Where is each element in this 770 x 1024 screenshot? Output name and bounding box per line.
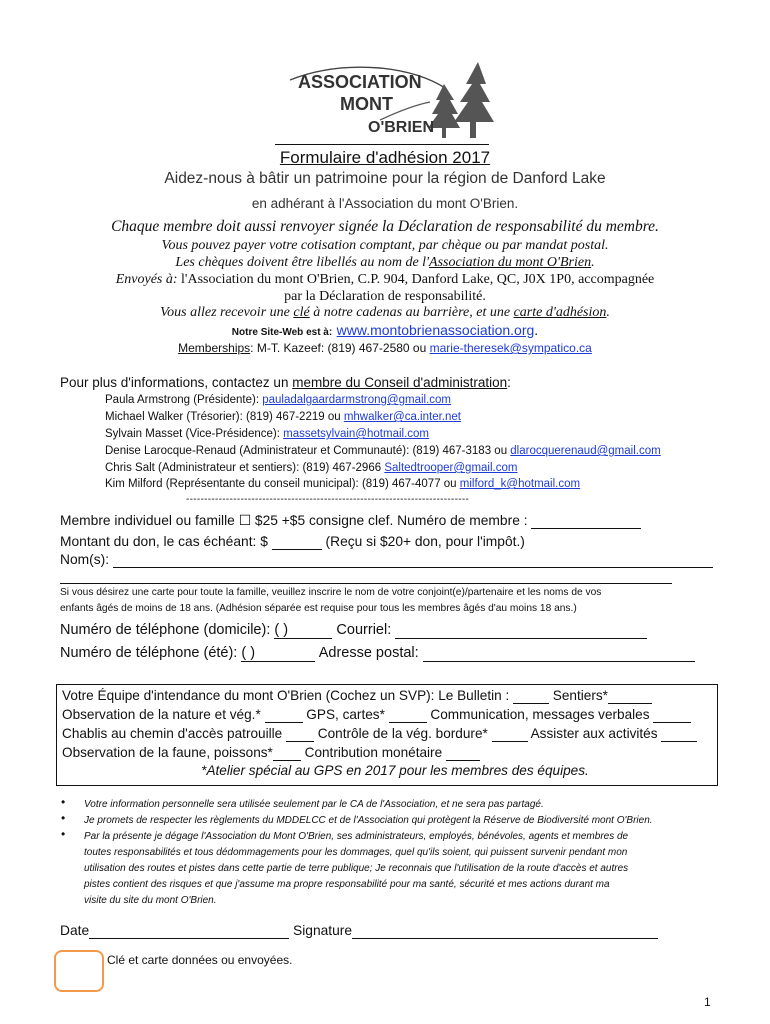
liability-waiver-line-1: Par la présente je dégage l'Association du Mont O'Brien, ses administrateurs, employés, bénévoles, agents et membres de: [84, 831, 629, 842]
page-number: 1: [704, 995, 711, 1009]
logo-line-3: O'BRIEN: [368, 119, 435, 136]
donation-row: Montant du don, le cas échéant: $ (Reçu si $20+ don, pour l'impôt.): [60, 534, 525, 549]
postal-address-field[interactable]: [423, 645, 695, 662]
memberships-email-link[interactable]: marie-theresek@sympatico.ca: [429, 341, 592, 355]
key-card-checkbox[interactable]: [54, 950, 104, 992]
liability-waiver-line-4: pistes contient des risques et que j'assume ma propre responsabilité pour ma santé, sécurité et mes actions durant ma: [84, 879, 610, 890]
date-field[interactable]: [89, 923, 289, 939]
bullet-dot: •: [61, 795, 66, 809]
association-logo: [270, 58, 506, 146]
board-member: Michael Walker (Trésorier): (819) 467-2219 ou mhwalker@ca.inter.net: [105, 411, 461, 423]
website-link[interactable]: www.montobrienassociation.org: [336, 322, 535, 338]
regulations-pledge: Je promets de respecter les règlements du MDDELCC et de l'Association qui protègent la Réserve de Biodiversité mont O'Brien.: [84, 815, 653, 826]
privacy-notice: Votre information personnelle sera utilisée seulement par le CA de l'Association, et ne sera pas partagé.: [84, 799, 544, 810]
wildlife-observation-field[interactable]: [273, 745, 301, 761]
intro-line-2: Vous pouvez payer votre cotisation comptant, par chèque ou par mandat postal.: [161, 238, 609, 253]
intro-line-4: Envoyés à: l'Association du mont O'Brien, C.P. 904, Danford Lake, QC, J0X 1P0, accompagnée: [115, 272, 655, 287]
website-line: Notre Site-Web est à: www.montobrienassociation.org.: [231, 322, 539, 338]
board-member: Paula Armstrong (Présidente): pauladalgaardarmstrong@gmail.com: [105, 394, 451, 406]
signature-row: Date Signature: [60, 923, 658, 939]
subtitle-line-2: en adhérant à l'Association du mont O'Brien.: [251, 196, 519, 211]
board-member: Sylvain Masset (Vice-Présidence): massetsylvain@hotmail.com: [105, 428, 429, 440]
intro-line-5: par la Déclaration de responsabilité.: [284, 289, 486, 304]
monetary-contribution-field[interactable]: [446, 745, 480, 761]
vegetation-control-field[interactable]: [492, 726, 528, 742]
family-note-line-1: Si vous désirez une carte pour toute la famille, veuillez inscrire le nom de votre conjoint(e)/partenaire et les noms de vos: [60, 587, 602, 598]
intro-line-3: Les chèques doivent être libellés au nom de l'Association du mont O'Brien.: [175, 255, 595, 270]
tree-icon: [270, 58, 506, 146]
member-number-field[interactable]: [531, 513, 641, 529]
names-field-line-2[interactable]: [60, 583, 672, 584]
intro-line-6: Vous allez recevoir une clé à notre cadenas au barrière, et une carte d'adhésion.: [160, 305, 610, 320]
board-member-email[interactable]: mhwalker@ca.inter.net: [343, 411, 461, 423]
signature-field[interactable]: [352, 923, 658, 939]
board-member-email[interactable]: milford_k@hotmail.com: [459, 478, 581, 490]
gps-workshop-note: *Atelier spécial au GPS en 2017 pour les membres des équipes.: [201, 763, 589, 778]
teams-row-2: Observation de la nature et vég.* GPS, cartes* Communication, messages verbales: [62, 707, 691, 723]
phone-home-field[interactable]: ( ): [274, 622, 332, 639]
teams-row-4: Observation de la faune, poissons* Contribution monétaire: [62, 745, 480, 761]
email-field[interactable]: [395, 622, 647, 639]
family-note-line-2: enfants âgés de moins de 18 ans. (Adhésion séparée est requise pour tous les membres âgés d'au moins 18 ans.): [60, 603, 577, 614]
member-type-row: Membre individuel ou famille ☐ $25 +$5 consigne clef. Numéro de membre :: [60, 513, 641, 529]
contact-lead: Pour plus d'informations, contactez un membre du Conseil d'administration:: [60, 375, 511, 390]
liability-waiver-line-2: toutes responsabilités et tous dédommagements pour les dommages, quel qu'ils soient, qui puissent survenir pendant mon: [84, 847, 628, 858]
bullet-dot: •: [61, 811, 66, 825]
logo-line-2: MONT: [340, 94, 393, 114]
key-card-note: Clé et carte données ou envoyées.: [107, 953, 293, 967]
bulletin-field[interactable]: [513, 688, 549, 704]
intro-line-1: Chaque membre doit aussi renvoyer signée la Déclaration de responsabilité du membre.: [111, 218, 659, 235]
liability-waiver-line-5: visite du site du mont O'Brien.: [84, 895, 217, 906]
board-member-email[interactable]: massetsylvain@hotmail.com: [283, 428, 429, 440]
board-member: Denise Larocque-Renaud (Administrateur et Communauté): (819) 467-3183 ou dlarocquerenaud@gmail.com: [105, 445, 661, 457]
windfall-patrol-field[interactable]: [286, 726, 314, 742]
member-checkbox[interactable]: ☐: [238, 513, 252, 528]
phone-home-row: Numéro de téléphone (domicile): ( ) Courriel:: [60, 622, 647, 639]
phone-summer-field[interactable]: ( ): [241, 645, 315, 662]
dashed-divider: ------------------------------------------------------------------------------: [186, 494, 470, 505]
teams-row-1: Votre Équipe d'intendance du mont O'Brien (Cochez un SVP): Le Bulletin : Sentiers*: [62, 688, 652, 704]
activities-assist-field[interactable]: [661, 726, 697, 742]
liability-waiver-line-3: utilisation des routes et pistes dans cette partie de terre publique; Je reconnais que l'utilisation de la route d'accès et autres: [84, 863, 629, 874]
subtitle-line-1: Aidez-nous à bâtir un patrimoine pour la région de Danford Lake: [164, 170, 606, 187]
communication-field[interactable]: [653, 707, 691, 723]
board-member: Kim Milford (Représentante du conseil municipal): (819) 467-4077 ou milford_k@hotmail.com: [105, 478, 581, 490]
board-member-email[interactable]: pauladalgaardarmstrong@gmail.com: [262, 394, 451, 406]
nature-observation-field[interactable]: [265, 707, 303, 723]
gps-maps-field[interactable]: [389, 707, 427, 723]
board-member: Chris Salt (Administrateur et sentiers): (819) 467-2966 Saltedtrooper@gmail.com: [105, 462, 518, 474]
trails-field[interactable]: [608, 688, 652, 704]
names-row: Nom(s):: [60, 552, 713, 568]
logo-line-1: ASSOCIATION: [298, 72, 422, 92]
bullet-dot: •: [61, 827, 66, 841]
form-title: Formulaire d'adhésion 2017: [279, 148, 491, 167]
names-field[interactable]: [113, 552, 713, 568]
memberships-line: Memberships: M-T. Kazeef: (819) 467-2580 ou marie-theresek@sympatico.ca: [178, 341, 592, 355]
teams-row-3: Chablis au chemin d'accès patrouille Contrôle de la vég. bordure* Assister aux activités: [62, 726, 697, 742]
board-member-email[interactable]: dlarocquerenaud@gmail.com: [510, 445, 661, 457]
phone-summer-row: Numéro de téléphone (été): ( ) Adresse postal:: [60, 645, 695, 662]
donation-amount-field[interactable]: [272, 534, 322, 550]
board-member-email[interactable]: Saltedtrooper@gmail.com: [384, 462, 518, 474]
logo-divider: [275, 144, 489, 145]
